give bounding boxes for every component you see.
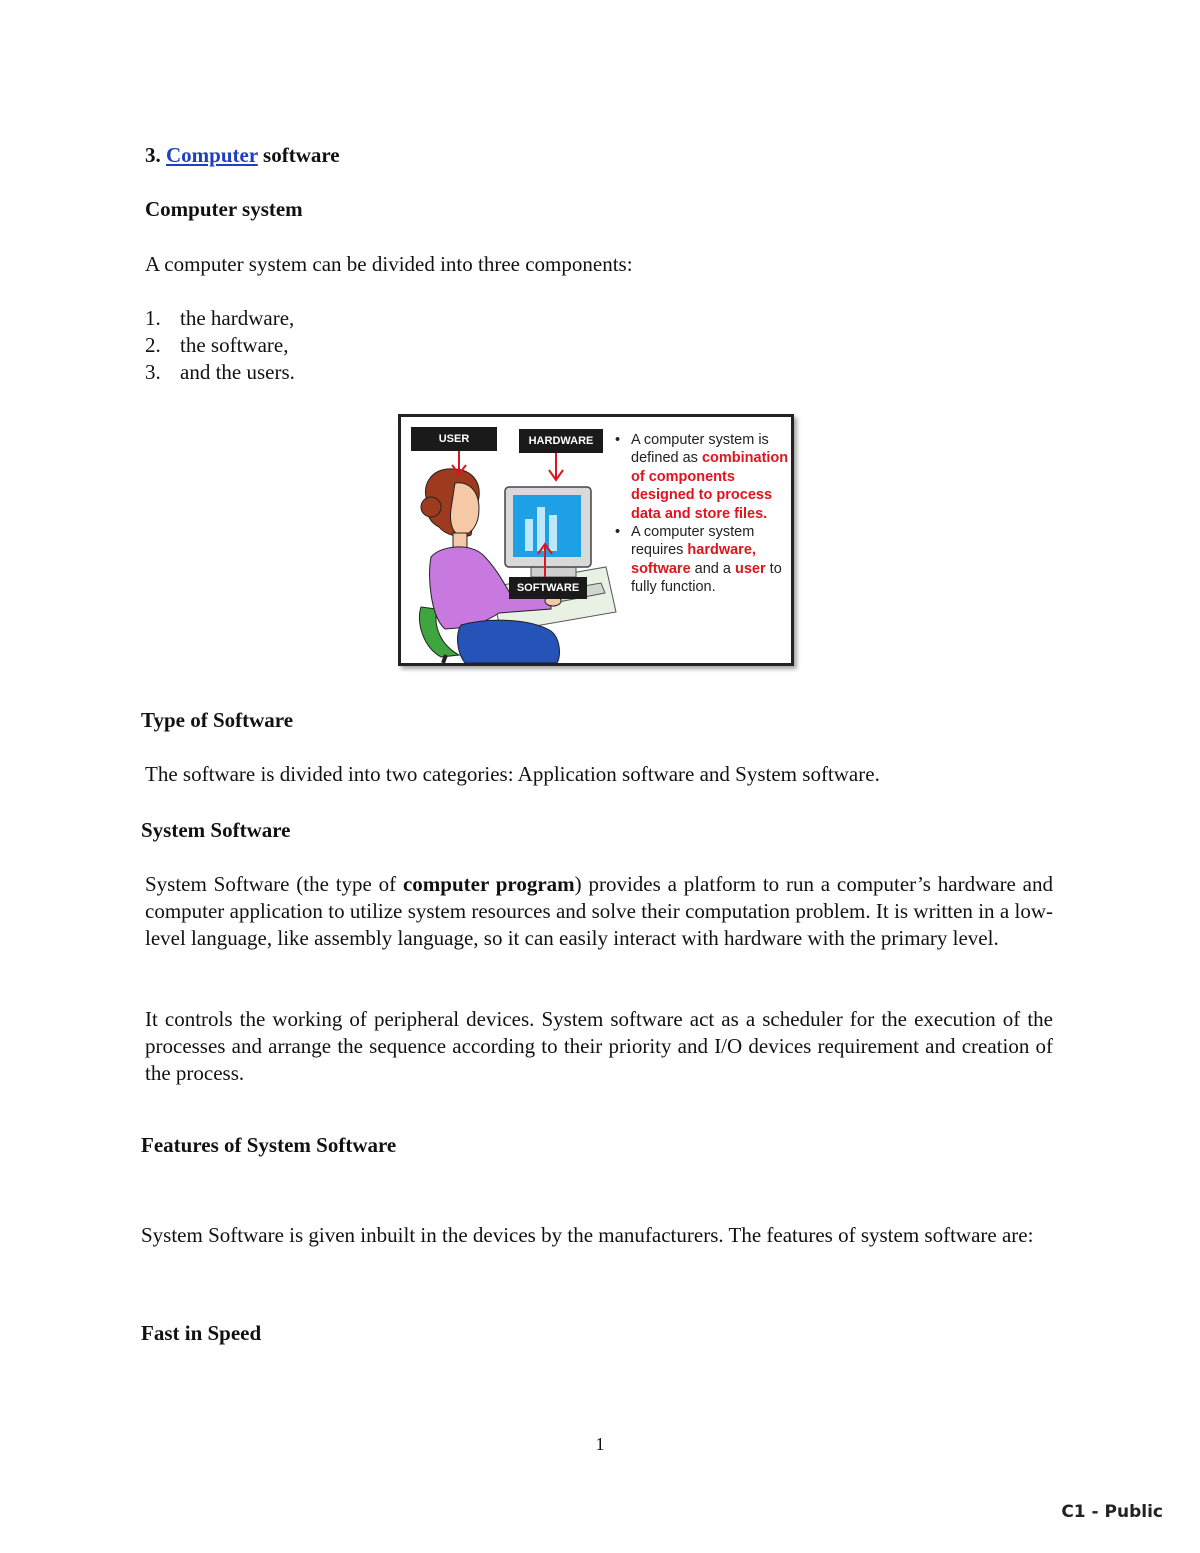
intro-paragraph: A computer system can be divided into three components: (145, 252, 633, 276)
system-software-paragraph-2: It controls the working of peripheral devices. System software act as a scheduler for the execution of the processes and arrange the sequence according to their priority and I/O devices requirement and creation of the process. (145, 1007, 1053, 1085)
bullet2-plain2: and a (694, 560, 731, 577)
section-title (145, 143, 340, 168)
page-number: 1 (595, 1434, 605, 1454)
screen-bar-3 (549, 515, 557, 551)
computer-system-figure (398, 414, 794, 666)
list-item (145, 359, 295, 386)
section-number: 3. (145, 143, 161, 167)
section-title-rest: software (263, 143, 340, 167)
fast-in-speed-heading: Fast in Speed (141, 1321, 262, 1345)
pants-shape (458, 620, 560, 663)
list-number: 1. (145, 306, 161, 330)
features-paragraph: System Software is given inbuilt in the devices by the manufacturers. The features of system software are: (141, 1223, 1034, 1247)
list-number: 2. (145, 333, 161, 357)
hardware-label: HARDWARE (528, 435, 594, 447)
p1-start: System Software (the type of (145, 872, 397, 896)
list-number: 3. (145, 360, 161, 384)
list-text: and the users. (180, 360, 295, 384)
software-label: SOFTWARE (516, 582, 580, 594)
bullet2-red2: user (735, 560, 766, 577)
screen-bar-1 (525, 519, 533, 551)
bullet1-plain: A computer system is defined as (631, 432, 769, 467)
list-text: the hardware, (180, 306, 295, 330)
list-item (145, 332, 295, 359)
bullet2-plain1: A computer system requires (631, 524, 755, 559)
classification-label: C1 - Public (1061, 1502, 1163, 1522)
figure-bullet-1 (613, 431, 793, 523)
figure-bullet-2 (613, 523, 793, 597)
components-list (145, 305, 295, 386)
computer-link[interactable]: Computer (166, 143, 258, 167)
type-of-software-heading: Type of Software (141, 708, 294, 732)
list-text: the software, (180, 333, 289, 357)
system-software-heading: System Software (141, 818, 291, 842)
type-of-software-paragraph: The software is divided into two categories: Application software and System software. (145, 762, 880, 786)
user-label: USER (438, 433, 470, 445)
p1-bold: computer program (402, 872, 575, 896)
bullet2-red1: hardware, software (631, 542, 756, 577)
list-item (145, 305, 295, 332)
system-software-paragraph-1 (145, 871, 1053, 952)
hair-bun (421, 497, 441, 517)
figure-bullets (613, 431, 793, 597)
subsection-title: Computer system (145, 197, 303, 221)
features-heading: Features of System Software (141, 1133, 397, 1157)
bullet1-red: combination of components designed to process data and store files. (631, 450, 789, 522)
p1-end: ) provides a platform to run a computer’s hardware and computer application to utilize system resources and solve their computation problem. It is written in a low-level language, like assembly language, so it can easily interact with hardware with the primary level. (145, 872, 1054, 950)
chair-leg (443, 655, 446, 663)
bullet2-plain3: to fully function. (631, 560, 782, 596)
